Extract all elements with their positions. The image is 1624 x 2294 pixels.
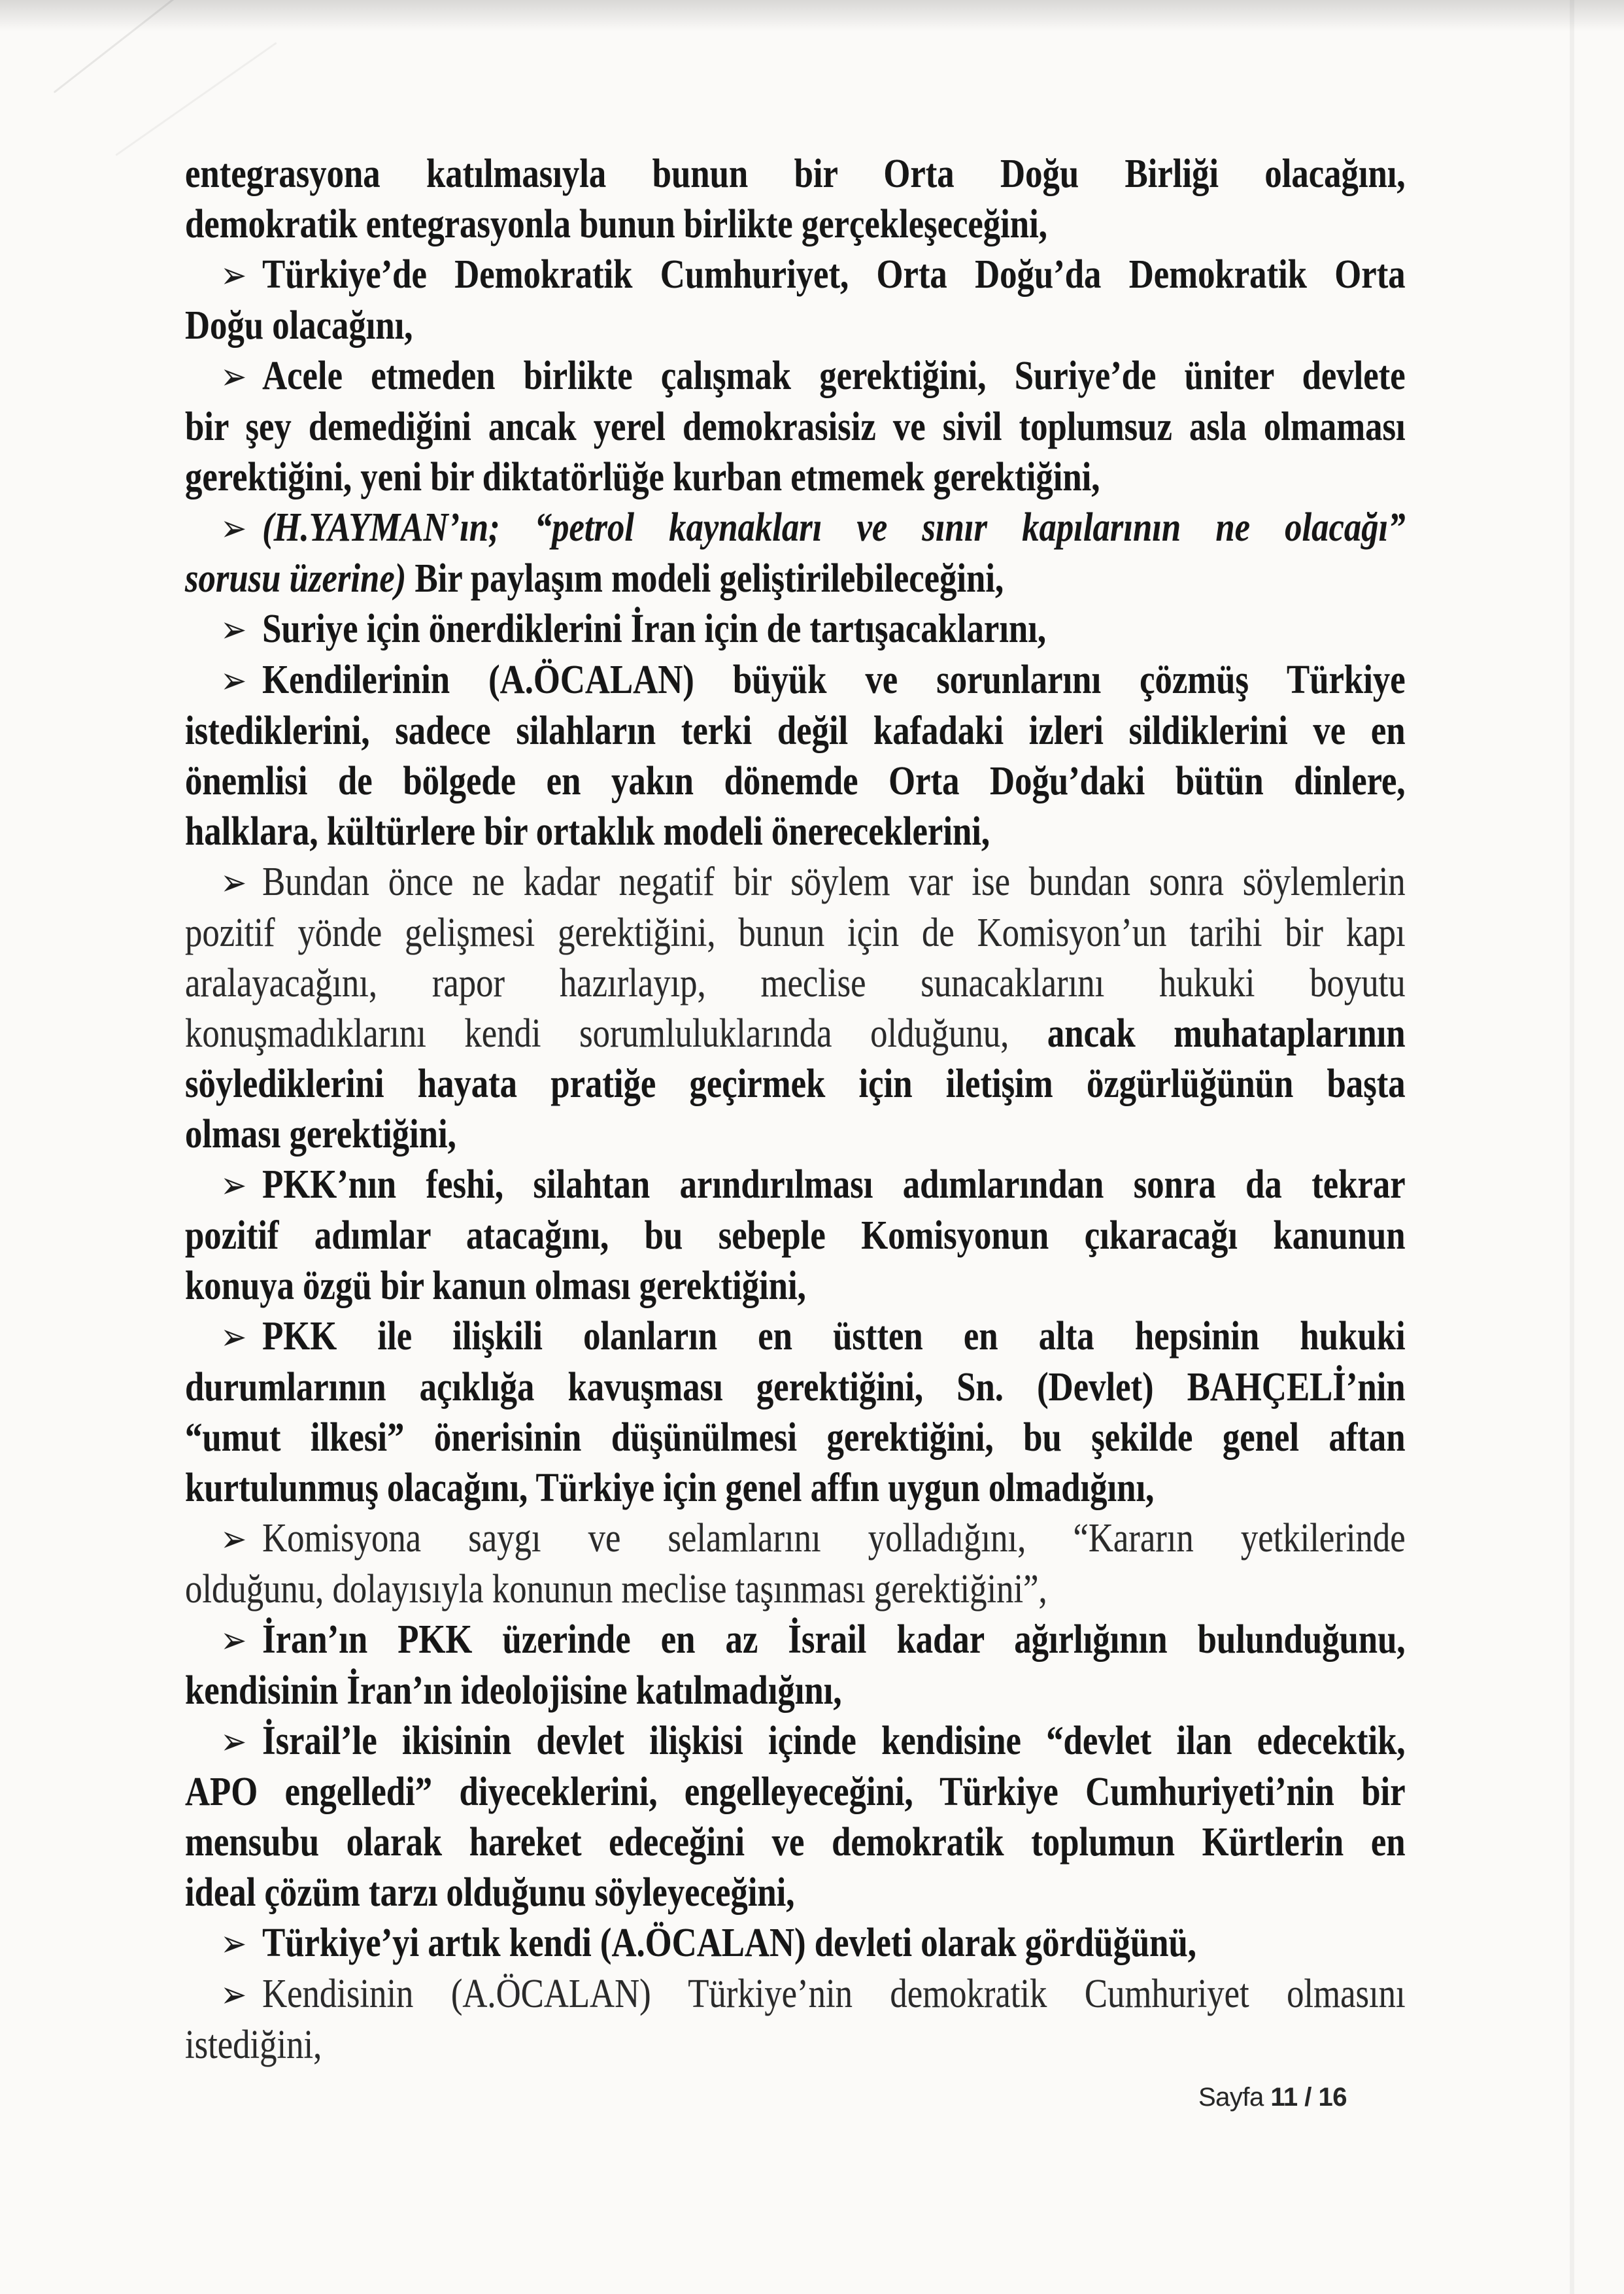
text-segment: bir şey demediğini ancak yerel demokrasisiz ve sivil toplumsuz asla olmaması <box>185 405 1406 449</box>
text-line <box>185 503 1406 554</box>
text-line <box>185 1059 1406 1109</box>
bullet-arrow-icon: ➢ <box>220 1974 247 2016</box>
text-segment: Doğu olacağını, <box>185 303 413 348</box>
text-line <box>185 199 1406 250</box>
text-line <box>185 1868 1406 1918</box>
text-segment: Kendisinin (A.ÖCALAN) Türkiye’nin demokratik Cumhuriyet olmasını <box>262 1972 1406 2016</box>
text-line <box>185 250 1406 301</box>
text-line <box>185 1817 1406 1868</box>
text-line <box>185 1413 1406 1463</box>
text-line <box>185 149 1406 199</box>
text-segment: ancak muhataplarının <box>1047 1011 1406 1056</box>
bullet-arrow-icon: ➢ <box>220 1923 247 1965</box>
text-segment: aralayacağını, rapor hazırlayıp, meclise sunacaklarını hukuki boyutu <box>185 961 1406 1005</box>
text-segment: kendisinin İran’ın ideolojisine katılmadığını, <box>185 1668 842 1713</box>
scan-crease-mark <box>115 42 277 156</box>
text-segment: konuya özgü bir kanun olması gerektiğini, <box>185 1264 806 1308</box>
text-line <box>185 1311 1406 1362</box>
text-line <box>185 554 1406 604</box>
scan-edge-line <box>1570 0 1574 2294</box>
text-line <box>185 807 1406 857</box>
bullet-arrow-icon: ➢ <box>220 254 247 297</box>
text-line <box>185 452 1406 503</box>
bullet-arrow-icon: ➢ <box>220 609 247 651</box>
text-line <box>185 2020 1406 2070</box>
text-segment: PKK’nın feshi, silahtan arındırılması adımlarından sonra da tekrar <box>262 1162 1406 1207</box>
text-segment: söylediklerini hayata pratiğe geçirmek için iletişim özgürlüğünün başta <box>185 1062 1406 1106</box>
text-line <box>185 857 1406 908</box>
page-number-value: 11 / 16 <box>1270 2083 1347 2112</box>
text-segment: istediğini, <box>185 2023 322 2067</box>
text-segment: Suriye için önerdiklerini İran için de tartışacaklarını, <box>262 607 1047 651</box>
text-segment: Türkiye’de Demokratik Cumhuriyet, Orta Doğu’da Demokratik Orta <box>262 252 1406 297</box>
text-segment: ideal çözüm tarzı olduğunu söyleyeceğini, <box>185 1870 795 1915</box>
text-segment: (H.YAYMAN’ın; “petrol kaynakları ve sınır kapılarının ne olacağı” <box>262 505 1406 550</box>
bullet-arrow-icon: ➢ <box>220 507 247 550</box>
text-segment: Kendilerinin (A.ÖCALAN) büyük ve sorunlarını çözmüş Türkiye <box>262 658 1406 702</box>
text-segment: olduğunu, dolayısıyla konunun meclise taşınması gerektiğini”, <box>185 1567 1047 1611</box>
page-number <box>1198 2083 1347 2112</box>
bullet-arrow-icon: ➢ <box>220 1316 247 1358</box>
text-segment: demokratik entegrasyonla bunun birlikte gerçekleşeceğini, <box>185 202 1047 246</box>
scan-crease-mark <box>54 0 189 93</box>
text-line <box>185 402 1406 452</box>
text-segment: İran’ın PKK üzerinde en az İsrail kadar ağırlığının bulunduğunu, <box>262 1617 1406 1662</box>
document-text <box>185 149 1406 2070</box>
text-segment: olması gerektiğini, <box>185 1112 456 1156</box>
text-segment: APO engelledi” diyeceklerini, engelleyeceğini, Türkiye Cumhuriyeti’nin bir <box>185 1770 1406 1814</box>
text-line <box>185 1160 1406 1211</box>
text-line <box>185 1969 1406 2020</box>
text-line <box>185 1513 1406 1564</box>
text-segment: Acele etmeden birlikte çalışmak gerektiğini, Suriye’de üniter devlete <box>262 354 1406 398</box>
text-line <box>185 1767 1406 1817</box>
text-segment: İsrail’le ikisinin devlet ilişkisi içinde kendisine “devlet ilan edecektik, <box>262 1719 1406 1763</box>
text-segment: Türkiye’yi artık kendi (A.ÖCALAN) devleti olarak gördüğünü, <box>262 1921 1196 1965</box>
text-line <box>185 655 1406 706</box>
text-line <box>185 1615 1406 1666</box>
text-line <box>185 958 1406 1009</box>
text-segment: kurtulunmuş olacağını, Türkiye için genel affın uygun olmadığını, <box>185 1466 1155 1510</box>
bullet-arrow-icon: ➢ <box>220 1619 247 1662</box>
text-segment: “umut ilkesi” önerisinin düşünülmesi gerektiğini, bu şekilde genel aftan <box>185 1415 1406 1460</box>
bullet-arrow-icon: ➢ <box>220 1518 247 1560</box>
text-segment: gerektiğini, yeni bir diktatörlüğe kurban etmemek gerektiğini, <box>185 455 1100 499</box>
text-line <box>185 1716 1406 1767</box>
scan-shadow-top <box>0 0 1624 31</box>
text-line <box>185 1211 1406 1261</box>
text-line <box>185 604 1406 655</box>
text-segment: konuşmadıklarını kendi sorumluluklarında olduğunu, <box>185 1011 1047 1056</box>
text-segment: PKK ile ilişkili olanların en üstten en alta hepsinin hukuki <box>262 1314 1406 1358</box>
text-segment: entegrasyona katılmasıyla bunun bir Orta Doğu Birliği olacağını, <box>185 152 1406 196</box>
text-segment: Bir paylaşım modeli geliştirilebileceğini, <box>406 556 1004 601</box>
text-segment: mensubu olarak hareket edeceğini ve demokratik toplumun Kürtlerin en <box>185 1820 1406 1864</box>
text-line <box>185 1261 1406 1311</box>
page-number-label: Sayfa <box>1198 2083 1271 2112</box>
text-segment: pozitif yönde gelişmesi gerektiğini, bunun için de Komisyon’un tarihi bir kapı <box>185 911 1406 955</box>
text-line <box>185 1564 1406 1615</box>
text-segment: önemlisi de bölgede en yakın dönemde Orta Doğu’daki bütün dinlere, <box>185 759 1406 803</box>
text-segment: halklara, kültürlere bir ortaklık modeli önereceklerini, <box>185 809 990 854</box>
text-line <box>185 706 1406 756</box>
bullet-arrow-icon: ➢ <box>220 356 247 398</box>
text-line <box>185 1666 1406 1716</box>
text-segment: Bundan önce ne kadar negatif bir söylem var ise bundan sonra söylemlerin <box>262 860 1406 904</box>
text-segment: sorusu üzerine) <box>185 556 407 601</box>
text-segment: durumlarının açıklığa kavuşması gerektiğini, Sn. (Devlet) BAHÇELİ’nin <box>185 1365 1406 1409</box>
text-line <box>185 351 1406 402</box>
text-segment: istediklerini, sadece silahların terki değil kafadaki izleri sildiklerini ve en <box>185 709 1406 753</box>
bullet-arrow-icon: ➢ <box>220 1164 247 1207</box>
text-segment: pozitif adımlar atacağını, bu sebeple Komisyonun çıkaracağı kanunun <box>185 1213 1406 1258</box>
bullet-arrow-icon: ➢ <box>220 660 247 702</box>
text-line <box>185 301 1406 351</box>
text-line <box>185 756 1406 807</box>
text-line <box>185 1009 1406 1059</box>
bullet-arrow-icon: ➢ <box>220 862 247 904</box>
text-line <box>185 1463 1406 1513</box>
text-line <box>185 1918 1406 1969</box>
text-line <box>185 908 1406 958</box>
text-line <box>185 1109 1406 1160</box>
text-line <box>185 1362 1406 1413</box>
bullet-arrow-icon: ➢ <box>220 1721 247 1763</box>
text-segment: Komisyona saygı ve selamlarını yolladığını, “Kararın yetkilerinde <box>262 1516 1406 1560</box>
